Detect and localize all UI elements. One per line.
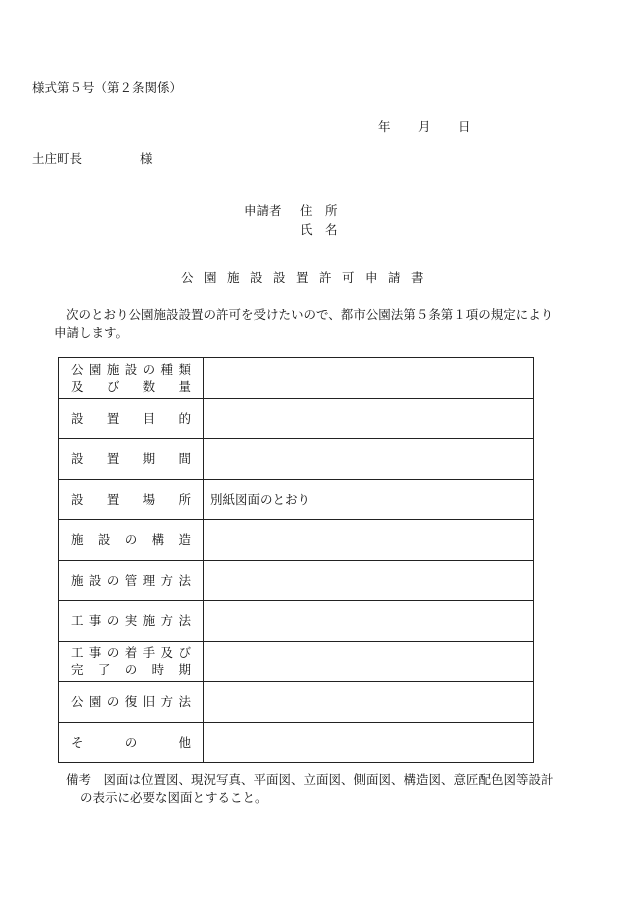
field-label-line: そ の 他 [71,734,191,750]
field-label-cell [59,560,204,601]
table-row [59,682,534,723]
table-row [59,479,534,520]
field-label-cell [59,439,204,480]
body-line-1: 次のとおり公園施設設置の許可を受けたいので、都市公園法第５条第１項の規定により [66,307,554,322]
field-label-line: 工 事 の 着 手 及 び [71,645,191,661]
field-label-cell [59,479,204,520]
body-line-2: 申請します。 [54,325,129,340]
applicant-label: 申請者 [244,203,282,218]
field-value-cell[interactable] [204,520,534,561]
application-body [54,306,584,342]
remarks-line-2: の表示に必要な図面とすること。 [80,790,268,805]
application-table [58,357,534,763]
form-number: 様式第５号（第２条関係） [32,80,183,95]
table-row [59,601,534,642]
field-label-line: 公 園 の 復 旧 方 法 [71,694,191,710]
table-row [59,722,534,763]
field-label-cell [59,520,204,561]
field-label-line: 工 事 の 実 施 方 法 [71,613,191,629]
date-day-label: 日 [458,119,471,134]
remarks [66,771,554,807]
field-value-cell[interactable] [204,439,534,480]
field-label-cell [59,601,204,642]
table-row [59,520,534,561]
field-label-line: 施 設 の 管 理 方 法 [71,572,191,588]
field-label-cell [59,358,204,399]
field-value-cell[interactable] [204,722,534,763]
addressee: 土庄町長 [32,151,83,166]
field-label-line: 及 び 数 量 [71,378,191,394]
field-label-line: 設 置 目 的 [71,410,191,426]
field-value-cell[interactable] [204,682,534,723]
field-value-cell[interactable] [204,358,534,399]
field-label-cell [59,682,204,723]
field-label-line: 設 置 期 間 [71,451,191,467]
field-label-cell [59,722,204,763]
field-value-cell[interactable] [204,641,534,682]
addressee-honorific: 様 [140,151,153,166]
date-year-label: 年 [378,119,391,134]
applicant-name-label: 氏 名 [300,222,338,237]
field-label-cell [59,398,204,439]
field-value-cell[interactable]: 別紙図面のとおり [204,479,534,520]
remarks-line-1: 備考 図面は位置図、現況写真、平面図、立面図、側面図、構造図、意匠配色図等設計 [66,772,554,787]
field-label-line: 完 了 の 時 期 [71,662,191,678]
field-label-line: 設 置 場 所 [71,491,191,507]
document-title: 公園施設設置許可申請書 [181,270,435,285]
field-label-line: 施 設 の 構 造 [71,532,191,548]
field-value-cell[interactable] [204,398,534,439]
field-value-cell[interactable] [204,560,534,601]
field-label-cell [59,641,204,682]
applicant-address-label: 住 所 [300,203,338,218]
field-value-cell[interactable] [204,601,534,642]
field-label-line: 公 園 施 設 の 種 類 [71,361,191,377]
date-month-label: 月 [418,119,431,134]
table-row [59,560,534,601]
table-row [59,641,534,682]
table-row [59,398,534,439]
table-row [59,358,534,399]
table-row [59,439,534,480]
